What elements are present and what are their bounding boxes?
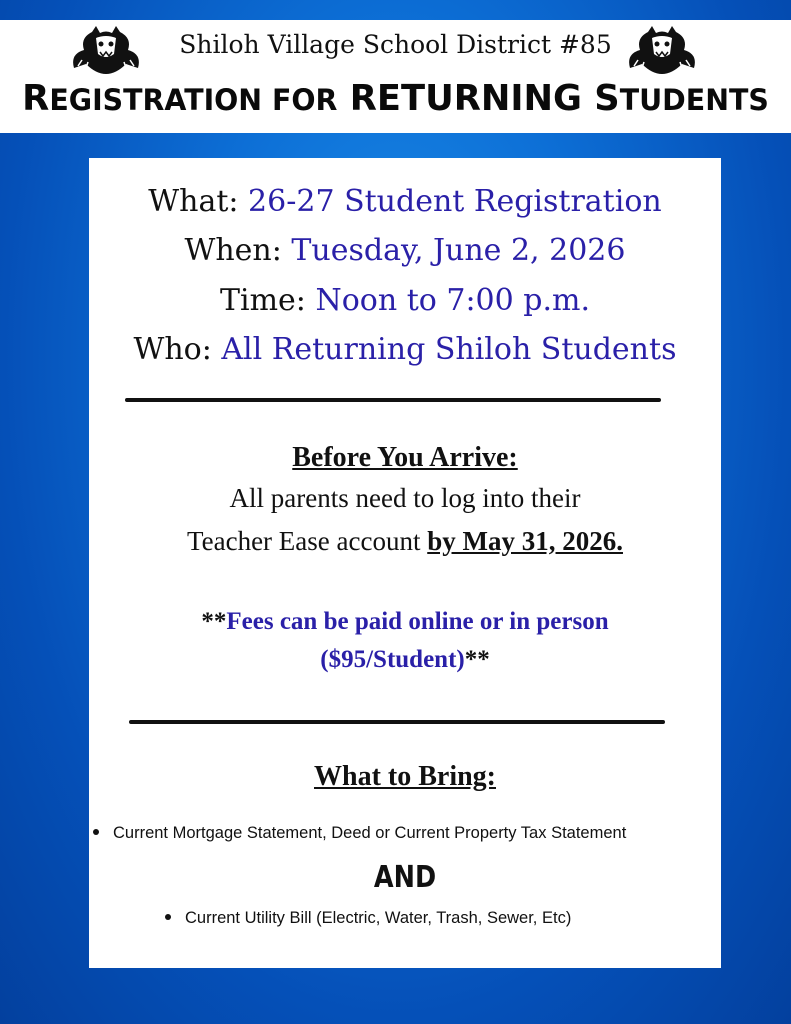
bullet-icon [165, 914, 171, 920]
before-title: Before You Arrive: [292, 442, 518, 473]
bring-title: What to Bring: [314, 761, 496, 792]
list-item: Current Mortgage Statement, Deed or Current Property Tax Statement [93, 824, 626, 843]
panther-mascot-icon [622, 24, 702, 76]
page-title: REGISTRATION FOR RETURNING STUDENTS [22, 78, 769, 119]
list-item: Current Utility Bill (Electric, Water, Trash, Sewer, Etc) [165, 909, 571, 928]
info-card [89, 158, 721, 968]
time-line: Time: Noon to 7:00 p.m. [220, 283, 590, 318]
before-line2: Teacher Ease account by May 31, 2026. [187, 526, 623, 556]
district-name: Shiloh Village School District #85 [179, 30, 612, 59]
divider [129, 720, 665, 724]
before-line1: All parents need to log into their [229, 483, 581, 513]
divider [125, 398, 661, 402]
and-separator: AND [373, 860, 437, 895]
fees-line2: ($95/Student)** [320, 646, 490, 673]
header [0, 20, 791, 133]
what-line: What: 26-27 Student Registration [148, 184, 662, 219]
fees-line1: **Fees can be paid online or in person [201, 608, 609, 635]
when-line: When: Tuesday, June 2, 2026 [184, 233, 626, 268]
bullet-icon [93, 829, 99, 835]
who-line: Who: All Returning Shiloh Students [133, 332, 677, 367]
